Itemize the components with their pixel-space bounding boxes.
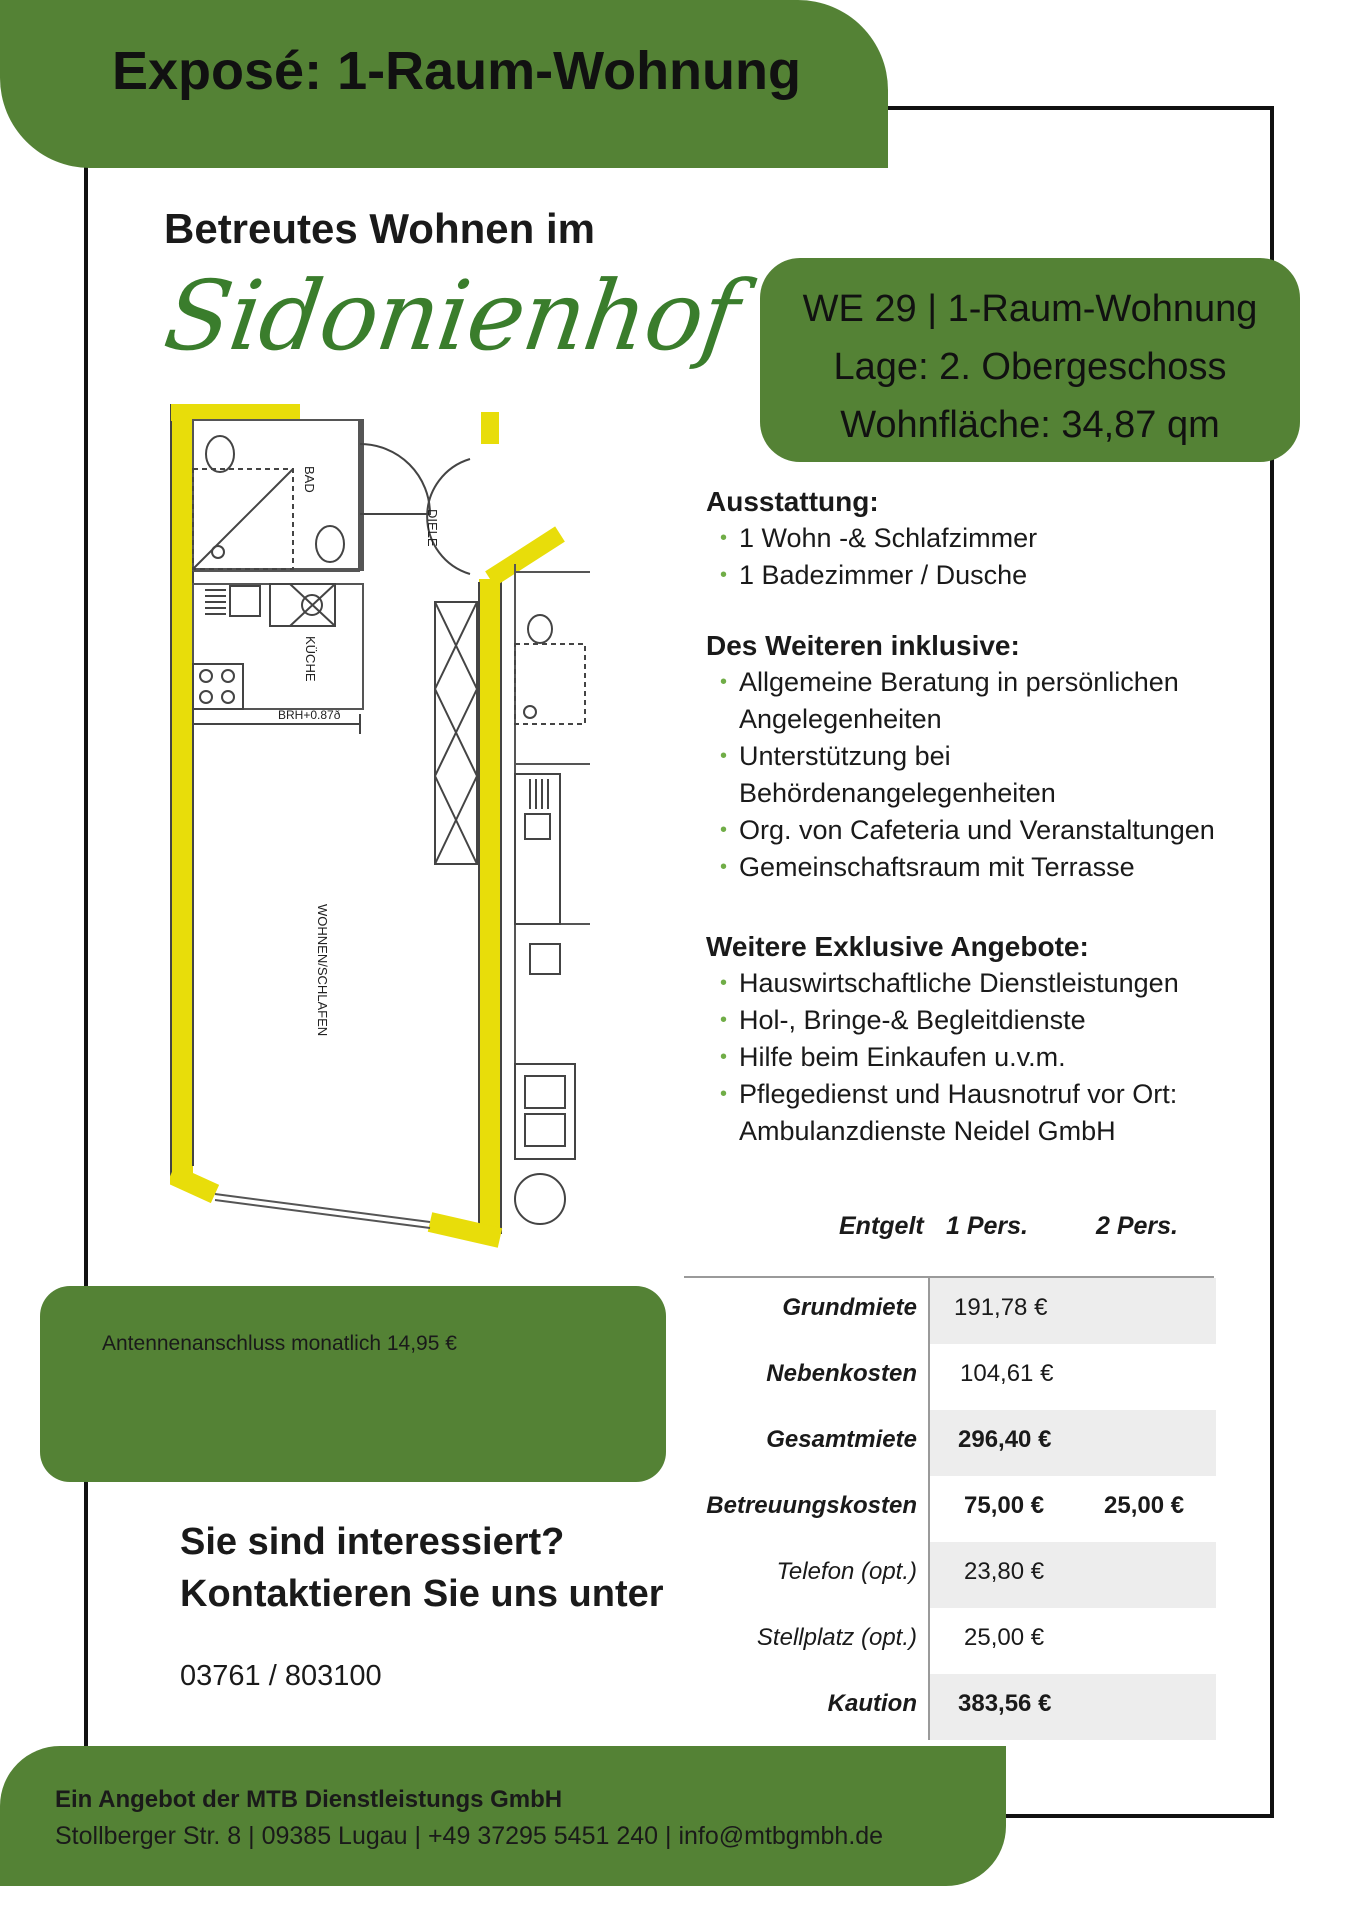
intro-heading: Betreutes Wohnen im (164, 205, 595, 252)
row-label: Grundmiete (782, 1294, 917, 1321)
bath-partition (193, 420, 360, 570)
list-item: • 1 Badezimmer / Dusche (706, 557, 1037, 594)
header-banner (0, 0, 888, 168)
label-bad: BAD (302, 466, 317, 493)
contact-phone: 03761 / 803100 (180, 1660, 382, 1692)
bath-door (360, 444, 430, 514)
cell-1pers: 191,78 € (954, 1294, 1048, 1321)
cell-1pers: 75,00 € (964, 1492, 1045, 1519)
section-title: Weitere Exklusive Angebote: (706, 931, 1089, 962)
bathroom-walls (193, 420, 363, 570)
neighbour-kitchen (515, 774, 560, 924)
window (215, 1194, 430, 1228)
shower-drain (212, 546, 224, 558)
kitchen-sink-x (290, 584, 335, 626)
cell-2pers: 25,00 € (1104, 1492, 1185, 1519)
col-1-person: 1 Pers. (946, 1212, 1029, 1240)
floor-plan (170, 404, 590, 1254)
list-item: • Hauswirtschaftliche Dienstleistungen (706, 965, 1179, 1002)
list-item: • Pflegedienst und Hausnotruf vor Ort: (706, 1076, 1179, 1113)
row-label: Telefon (opt.) (776, 1558, 917, 1585)
col-2-persons: 2 Pers. (1096, 1212, 1179, 1240)
wall-bottom-left (171, 1174, 215, 1194)
list-item: • Org. von Cafeteria und Veranstaltungen (706, 812, 1215, 849)
table-row (684, 1542, 1214, 1608)
section-ausstattung (706, 483, 1037, 594)
list-item: • Unterstützung bei (706, 738, 1215, 775)
list-item-continued: Angelegenheiten (739, 704, 942, 734)
footer-address: Stollberger Str. 8 | 09385 Lugau | +49 37295 5451 240 | info@mtbgmbh.de (55, 1822, 884, 1850)
footer-company: Ein Angebot der MTB Dienstleistungs GmbH (55, 1786, 563, 1813)
shower-diagonal (193, 469, 293, 569)
antenna-note-box (40, 1286, 666, 1482)
table-row (684, 1344, 1214, 1410)
list-item: • Hol-, Bringe-& Begleitdienste (706, 1002, 1179, 1039)
row-label: Betreuungskosten (706, 1492, 917, 1519)
row-label: Nebenkosten (766, 1360, 917, 1387)
unit-info-box (760, 258, 1300, 462)
fees-table (684, 1200, 1214, 1740)
section-title: Ausstattung: (706, 486, 879, 517)
unit-area: Wohnfläche: 34,87 qm (840, 404, 1220, 446)
section-title: Des Weiteren inklusive: (706, 630, 1020, 661)
sink (206, 436, 234, 472)
col-entgelt: Entgelt (839, 1212, 924, 1240)
label-kueche: KÜCHE (303, 636, 318, 682)
contact-prompt (180, 1516, 664, 1620)
cell-1pers: 296,40 € (958, 1426, 1052, 1453)
kitchen-vent (205, 590, 226, 614)
label-wohnen: WOHNEN/SCHLAFEN (315, 904, 330, 1037)
cell-1pers: 104,61 € (960, 1360, 1054, 1387)
list-item: • Allgemeine Beratung in persönlichen (706, 664, 1215, 701)
cell-1pers: 25,00 € (964, 1624, 1045, 1651)
row-label: Gesamtmiete (766, 1426, 917, 1453)
list-item: • Hilfe beim Einkaufen u.v.m. (706, 1039, 1179, 1076)
contact-line-1: Sie sind interessiert? (180, 1521, 565, 1563)
antenna-note: Antennenanschluss monatlich 14,95 € (102, 1332, 457, 1355)
list-item-continued: Behördenangelegenheiten (739, 778, 1056, 808)
neighbour-table (515, 1174, 565, 1224)
toilet (316, 526, 344, 562)
wardrobe-x (435, 602, 477, 864)
cell-1pers: 23,80 € (964, 1558, 1045, 1585)
unit-number: WE 29 | 1-Raum-Wohnung (802, 288, 1258, 330)
row-label: Stellplatz (opt.) (756, 1624, 917, 1651)
table-row (684, 1608, 1214, 1674)
page-title: Exposé: 1-Raum-Wohnung (112, 41, 802, 101)
row-label: Kaution (827, 1690, 917, 1717)
contact-line-2: Kontaktieren Sie uns unter (180, 1573, 664, 1615)
list-item: • 1 Wohn -& Schlafzimmer (706, 520, 1037, 557)
table-row (684, 1674, 1214, 1740)
label-diele: DIELE (425, 509, 440, 547)
section-inklusive (706, 627, 1215, 886)
stove (193, 664, 243, 709)
label-brh: BRH+0.87ð (278, 708, 341, 722)
table-row (684, 1476, 1214, 1542)
list-item: • Gemeinschaftsraum mit Terrasse (706, 849, 1215, 886)
unit-floor: Lage: 2. Obergeschoss (833, 346, 1227, 388)
section-angebote (706, 928, 1179, 1150)
table-row (684, 1410, 1214, 1476)
brand-logo-text: Sidonienhof (158, 260, 745, 372)
fees-header (684, 1200, 1214, 1276)
neighbour-shower (515, 644, 585, 724)
kitchen-appliance (230, 586, 260, 616)
list-item-continued: Ambulanzdienste Neidel GmbH (739, 1116, 1116, 1146)
cell-1pers: 383,56 € (958, 1690, 1052, 1717)
table-row (684, 1278, 1214, 1344)
footer-banner (0, 1746, 1006, 1886)
